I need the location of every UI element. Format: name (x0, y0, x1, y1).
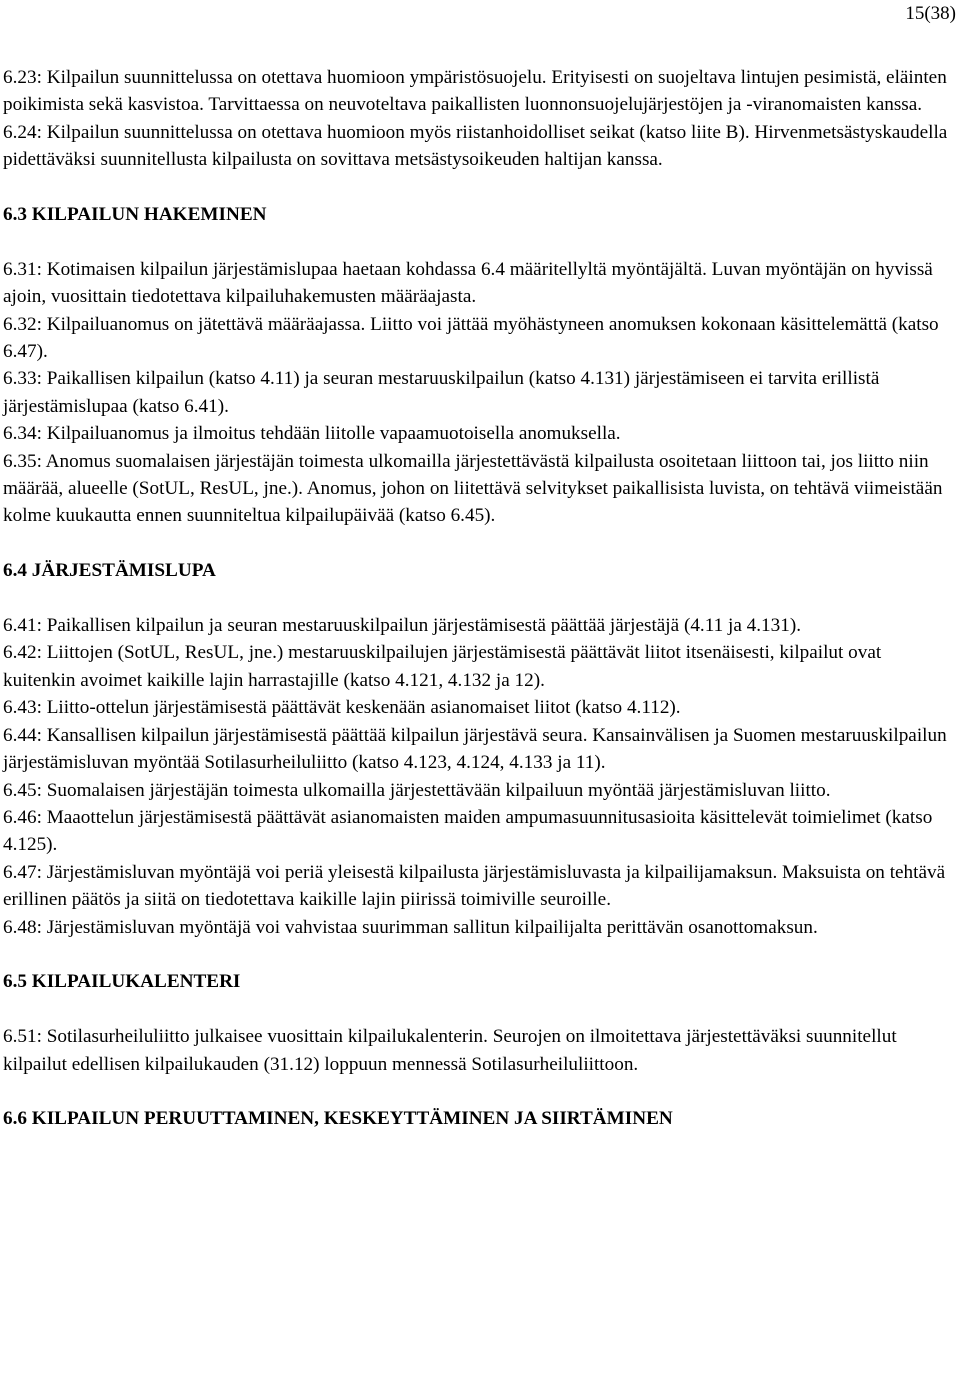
paragraph: 6.31: Kotimaisen kilpailun järjestämislupaa haetaan kohdassa 6.4 määritellyltä myöntäjältä. Luvan myöntäjän on hyvissä ajoin, vuosittain tiedotettava kilpailuhakemusten määräajasta. (3, 258, 933, 308)
paragraph-spacer (3, 228, 953, 255)
paragraph: 6.34: Kilpailuanomus ja ilmoitus tehdään liitolle vapaamuotoisella anomuksella. (3, 423, 621, 445)
paragraph: 6.41: Paikallisen kilpailun ja seuran mestaruuskilpailun järjestämisestä päättää järjestäjä (4.11 ja 4.131). (3, 615, 802, 637)
page-number: 15(38) (905, 3, 956, 24)
paragraph-spacer (3, 174, 953, 201)
paragraph-spacer (3, 996, 953, 1023)
paragraph-spacer (3, 530, 953, 557)
paragraph: 6.51: Sotilasurheiluliitto julkaisee vuosittain kilpailukalenterin. Seurojen on ilmoitettava järjestettäväksi suunnitellut kilpailut edellisen kilpailukauden (31.12) loppuun mennessä Sotilasurheiluliittoon. (3, 1026, 897, 1075)
paragraph: 6.23: Kilpailun suunnittelussa on otettava huomioon ympäristösuojelu. Erityisesti on suojeltava lintujen pesimistä, eläinten poikimista sekä kasvistoa. Tarvittaessa on neuvoteltava paikallisten luonnonsuojelujärjestöjen ja -viranomaisten kanssa. (3, 67, 947, 116)
document-body (3, 64, 953, 1133)
paragraph-spacer (3, 1078, 953, 1105)
section-heading: 6.4 JÄRJESTÄMISLUPA (3, 560, 216, 582)
paragraph: 6.42: Liittojen (SotUL, ResUL, jne.) mestaruuskilpailujen järjestämisestä päättävät liitot itsenäisesti, kilpailut ovat kuitenkin avoimet kaikille lajin harrastajille (katso 4.121, 4.132 ja 12). (3, 642, 882, 691)
paragraph: 6.35: Anomus suomalaisen järjestäjän toimesta ulkomailla järjestettävästä kilpailusta osoitetaan liittoon tai, jos liitto niin määrää, alueelle (SotUL, ResUL, jne.). Anomus, johon on liitettävä selvitykset paikallisista luvista, on tehtävä viimeistään kolme kuukautta ennen suunniteltua kilpailupäivää (katso 6.45). (3, 450, 943, 527)
section-heading: 6.6 KILPAILUN PERUUTTAMINEN, KESKEYTTÄMINEN JA SIIRTÄMINEN (3, 1108, 673, 1130)
paragraph: 6.43: Liitto-ottelun järjestämisestä päättävät keskenään asianomaiset liitot (katso 4.112). (3, 697, 681, 719)
paragraph: 6.47: Järjestämisluvan myöntäjä voi periä yleisestä kilpailusta järjestämisluvasta ja kilpailijamaksun. Maksuista on tehtävä erillinen päätös ja siitä on tiedotettava kaikille lajin piirissä toimiville seuroille. (3, 861, 946, 911)
paragraph: 6.45: Suomalaisen järjestäjän toimesta ulkomailla järjestettävään kilpailuun myöntää järjestämisluvan liitto. (3, 779, 831, 801)
paragraph: 6.33: Paikallisen kilpailun (katso 4.11) ja seuran mestaruuskilpailun (katso 4.131) järjestämiseen ei tarvita erillistä järjestämislupaa (katso 6.41). (3, 368, 880, 417)
paragraph: 6.24: Kilpailun suunnittelussa on otettava huomioon myös riistanhoidolliset seikat (katso liite B). Hirvenmetsästyskaudella pidettäväksi suunnitellusta kilpailusta on sovittava metsästysoikeuden haltijan kanssa. (3, 121, 948, 171)
section-heading: 6.5 KILPAILUKALENTERI (3, 971, 241, 993)
paragraph-spacer (3, 585, 953, 612)
paragraph: 6.46: Maaottelun järjestämisestä päättävät asianomaisten maiden ampumasuunnitusasioita käsittelevät toimielimet (katso 4.125). (3, 806, 933, 856)
paragraph: 6.44: Kansallisen kilpailun järjestämisestä päättää kilpailun järjestävä seura. Kansainvälisen ja Suomen mestaruuskilpailun järjestämisluvan myöntää Sotilasurheiluliitto (katso 4.123, 4.124, 4.133 ja 11). (3, 724, 947, 774)
section-heading: 6.3 KILPAILUN HAKEMINEN (3, 204, 267, 226)
paragraph-spacer (3, 941, 953, 968)
paragraph: 6.48: Järjestämisluvan myöntäjä voi vahvistaa suurimman sallitun kilpailijalta perittävän osanottomaksun. (3, 916, 818, 938)
paragraph: 6.32: Kilpailuanomus on jätettävä määräajassa. Liitto voi jättää myöhästyneen anomuksen kokonaan käsittelemättä (katso 6.47). (3, 313, 939, 363)
